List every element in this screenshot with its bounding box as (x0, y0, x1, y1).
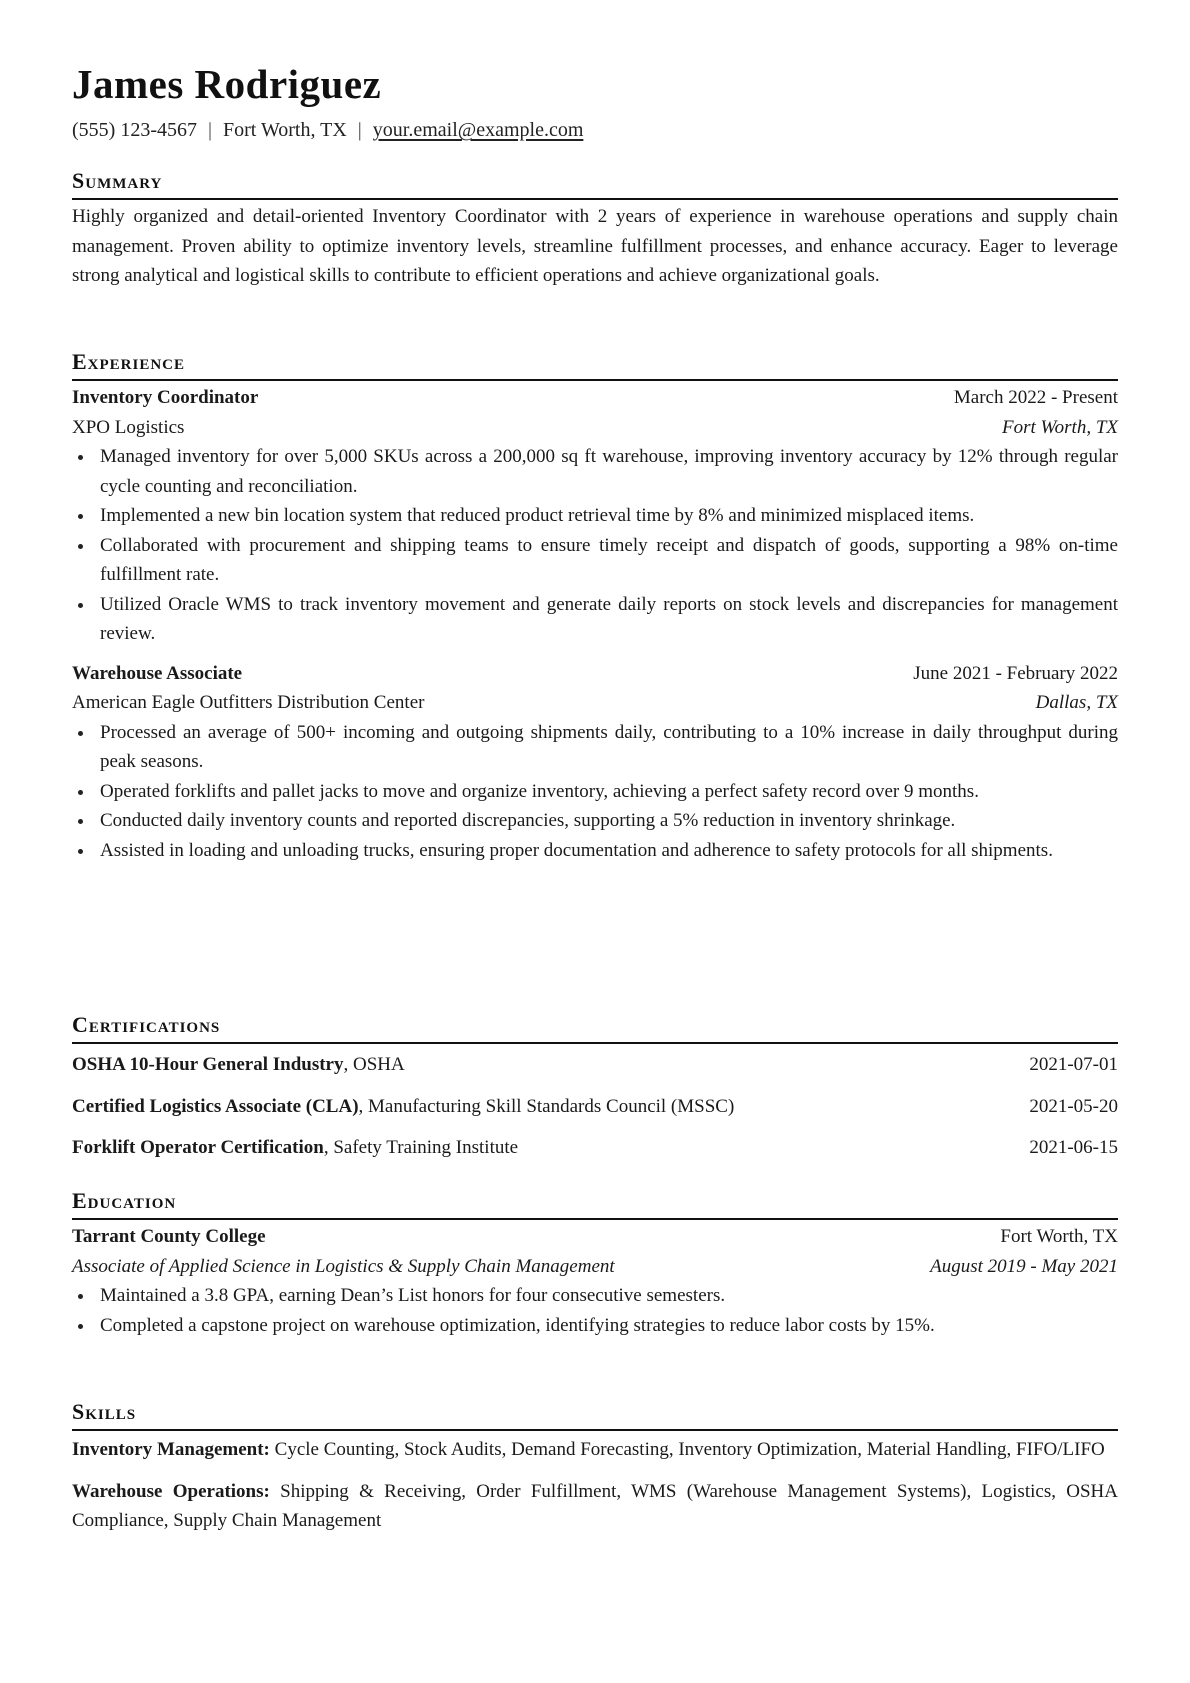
email-link[interactable]: your.email@example.com (372, 119, 584, 141)
certification-row (72, 1050, 1118, 1092)
summary-section (72, 168, 1118, 291)
certification-name: OSHA 10-Hour General Industry (72, 1054, 344, 1075)
certification-row (72, 1092, 1118, 1134)
bullet-item: Operated forklifts and pallet jacks to move and organize inventory, achieving a perfect safety record over 9 months. (72, 777, 1118, 807)
school-name: Tarrant County College (72, 1226, 266, 1247)
job-entry (72, 383, 1118, 649)
skills-heading: Skills (72, 1399, 1118, 1431)
contact-line (72, 117, 583, 143)
certifications-section (72, 1012, 1118, 1175)
bullet-icon (78, 1294, 83, 1299)
bullet-item: Processed an average of 500+ incoming and outgoing shipments daily, contributing to a 10% increase in daily throughput during peak seasons. (72, 718, 1118, 777)
bullet-item: Assisted in loading and unloading trucks, ensuring proper documentation and adherence to safety protocols for all shipments. (72, 836, 1118, 866)
location: Fort Worth, TX (223, 119, 347, 141)
certification-name: Forklift Operator Certification (72, 1137, 324, 1158)
bullet-item: Managed inventory for over 5,000 SKUs across a 200,000 sq ft warehouse, improving inventory accuracy by 12% through regular cycle counting and reconciliation. (72, 442, 1118, 501)
company-name: XPO Logistics (72, 416, 185, 438)
bullet-icon (78, 514, 83, 519)
bullet-icon (78, 790, 83, 795)
certification-issuer: , OSHA (343, 1054, 405, 1075)
job-bullets (72, 718, 1118, 866)
job-dates: June 2021 - February 2022 (913, 662, 1118, 684)
bullet-item: Conducted daily inventory counts and reported discrepancies, supporting a 5% reduction in inventory shrinkage. (72, 806, 1118, 836)
education-bullets (72, 1281, 1118, 1340)
education-dates: August 2019 - May 2021 (930, 1255, 1118, 1277)
job-title: Inventory Coordinator (72, 387, 259, 408)
skill-group-items: Shipping & Receiving, Order Fulfillment, WMS (Warehouse Management Systems), Logistics, OSHA Compliance, Supply Chain Management (72, 1480, 1118, 1531)
skill-group-label: Warehouse Operations: (72, 1480, 270, 1502)
bullet-icon (78, 544, 83, 549)
certification-date: 2021-06-15 (1029, 1137, 1118, 1158)
education-section (72, 1188, 1118, 1340)
job-bullets (72, 442, 1118, 649)
certification-issuer: , Safety Training Institute (323, 1137, 519, 1158)
skills-section (72, 1399, 1118, 1548)
bullet-icon (78, 819, 83, 824)
candidate-name: James Rodriguez (72, 61, 382, 107)
bullet-icon (78, 603, 83, 608)
bullet-icon (78, 731, 83, 736)
bullet-icon (78, 1324, 83, 1329)
phone-number: (555) 123-4567 (72, 119, 197, 141)
summary-heading: Summary (72, 168, 1118, 200)
bullet-item: Completed a capstone project on warehouse optimization, identifying strategies to reduce labor costs by 15%. (72, 1311, 1118, 1341)
skill-group (72, 1477, 1118, 1536)
certification-date: 2021-05-20 (1029, 1095, 1118, 1117)
job-location: Dallas, TX (1035, 692, 1118, 713)
bullet-item: Implemented a new bin location system that reduced product retrieval time by 8% and minimized misplaced items. (72, 501, 1118, 531)
bullet-item: Collaborated with procurement and shipping teams to ensure timely receipt and dispatch of goods, supporting a 98% on-time fulfillment rate. (72, 531, 1118, 590)
skill-group-items: Cycle Counting, Stock Audits, Demand Forecasting, Inventory Optimization, Material Handling, FIFO/LIFO (269, 1439, 1105, 1460)
summary-text: Highly organized and detail-oriented Inventory Coordinator with 2 years of experience in warehouse operations and supply chain management. Proven ability to optimize inventory levels, streamline fulfillment processes, and enhance accuracy. Eager to leverage strong analytical and logistical skills to contribute to efficient operations and achieve organizational goals. (72, 206, 1118, 286)
company-name: American Eagle Outfitters Distribution Center (72, 692, 425, 713)
experience-section (72, 349, 1118, 865)
bullet-icon (78, 455, 83, 460)
education-heading: Education (72, 1188, 1118, 1220)
job-entry (72, 659, 1118, 866)
bullet-item: Utilized Oracle WMS to track inventory movement and generate daily reports on stock levels and discrepancies for management review. (72, 590, 1118, 649)
skill-group (72, 1435, 1118, 1465)
experience-heading: Experience (72, 349, 1118, 381)
contact-separator: | (207, 119, 212, 141)
certifications-heading: Certifications (72, 1012, 1118, 1044)
school-location: Fort Worth, TX (1000, 1226, 1118, 1247)
certification-name: Certified Logistics Associate (CLA) (72, 1095, 359, 1117)
job-location: Fort Worth, TX (1002, 416, 1118, 438)
bullet-item: Maintained a 3.8 GPA, earning Dean’s List honors for four consecutive semesters. (72, 1281, 1118, 1311)
certification-date: 2021-07-01 (1029, 1054, 1118, 1075)
skill-group-label: Inventory Management: (72, 1439, 270, 1460)
certification-row (72, 1133, 1118, 1175)
job-title: Warehouse Associate (72, 662, 243, 684)
certification-issuer: , Manufacturing Skill Standards Council (MSSC) (358, 1095, 735, 1117)
degree: Associate of Applied Science in Logistics & Supply Chain Management (72, 1255, 615, 1277)
job-dates: March 2022 - Present (953, 387, 1118, 408)
contact-separator: | (357, 119, 362, 141)
bullet-icon (78, 849, 83, 854)
